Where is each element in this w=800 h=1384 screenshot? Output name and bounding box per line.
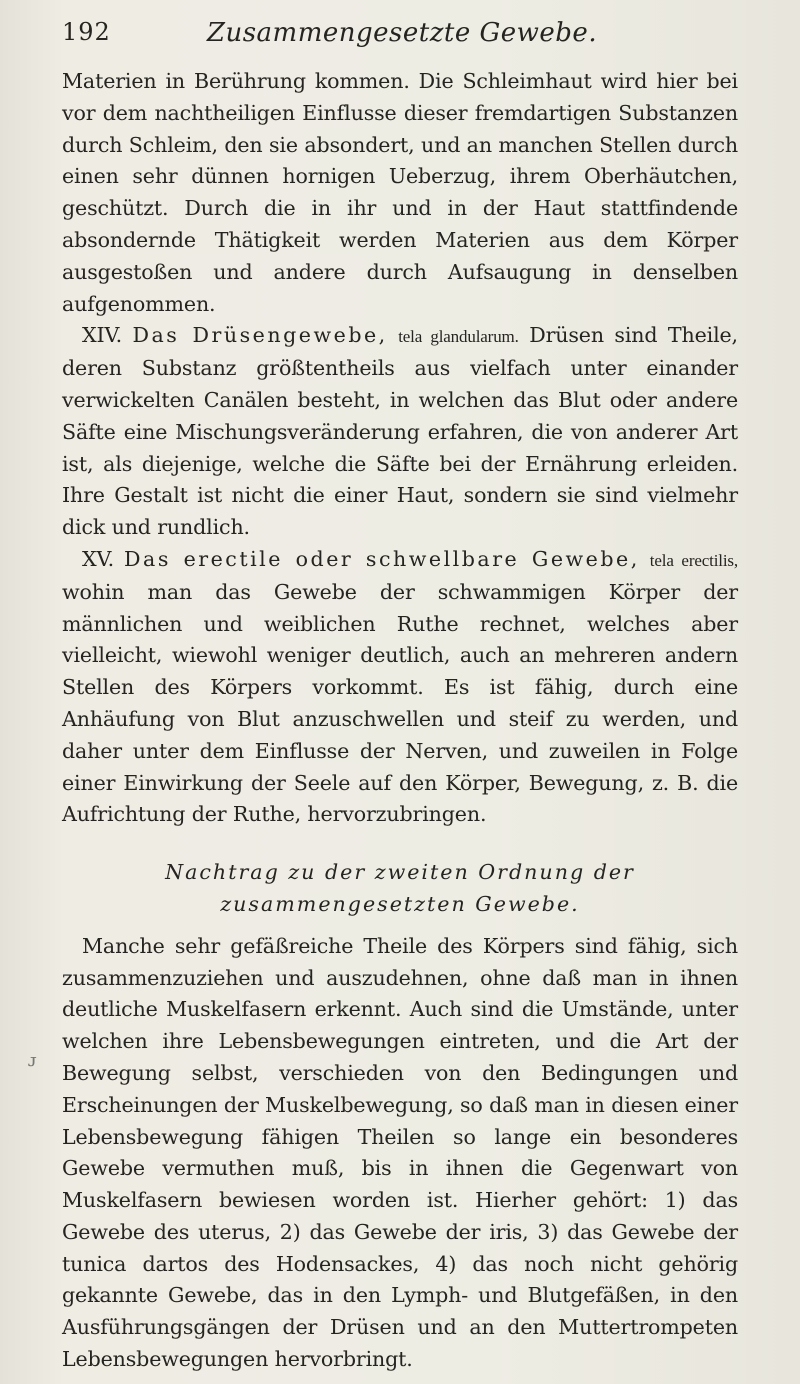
section-xv-latin: tela erectilis, bbox=[649, 550, 738, 570]
section-xv bbox=[62, 544, 738, 831]
appendix-text: Manche sehr gefäßreiche Theile des Körpers sind fähig, sich zusammenzuziehen und auszudehnen, ohne daß man in ihnen deutliche Muskelfasern erkennt. Auch sind die Umstände, unter welchen ihre Lebensbewegungen eintreten, und die Art der Bewegung selbst, verschieden von den Bedingungen und Erscheinungen der Muskelbewegung, so daß man in diesen einer Lebensbewegung fähigen Theilen so lange ein besonderes Gewebe vermuthen muß, bis in ihnen die Gegenwart von Muskelfasern bewiesen worden ist. Hierher gehört: 1) das Gewebe des uterus, 2) das Gewebe der iris, 3) das Gewebe der tunica dartos des Hodensackes, 4) das noch nicht gehörig gekannte Gewebe, das in den Lymph- und Blutgefäßen, in den Ausführungsgängen der Drüsen und an den Muttertrompeten Lebensbewegungen hervorbringt. bbox=[62, 933, 738, 1372]
section-xiv-title: Das Drüsengewebe, bbox=[132, 323, 388, 348]
appendix-heading: Nachtrag zu der zweiten Ordnung der zusammengesetzten Gewebe. bbox=[165, 860, 635, 916]
page-header bbox=[62, 18, 742, 58]
section-xiv-number: XIV. bbox=[82, 323, 123, 348]
section-xv-number: XV. bbox=[82, 546, 115, 571]
running-title: Zusammengesetzte Gewebe. bbox=[206, 18, 598, 48]
page-number: 192 bbox=[62, 18, 111, 46]
paragraph-intro: Materien in Berührung kommen. Die Schleimhaut wird hier bei vor dem nachtheiligen Einflusse dieser fremdartigen Substanzen durch Schleim, den sie absondert, und an manchen Stellen durch einen sehr dünnen hornigen Ueberzug, ihrem Oberhäutchen, geschützt. Durch die in ihr und in der Haut stattfindende absondernde Thätigkeit werden Materien aus dem Körper ausgestoßen und andere durch Aufsaugung in denselben aufgenommen. bbox=[62, 69, 738, 316]
margin-mark: ᴊ bbox=[28, 1050, 37, 1071]
section-xiv-latin: tela glandularum. bbox=[398, 327, 519, 347]
body-text bbox=[62, 66, 738, 1376]
section-xiv bbox=[62, 320, 738, 544]
section-xv-title: Das erectile oder schwellbare Gewebe, bbox=[124, 546, 640, 571]
section-xv-text: wohin man das Gewebe der schwammigen Körper der männlichen und weiblichen Ruthe rechnet, welches aber vielleicht, wiewohl weniger deutlich, auch an mehreren andern Stellen des Körpers vorkommt. Es ist fähig, durch eine Anhäufung von Blut anzuschwellen und steif zu werden, und daher unter dem Einflusse der Nerven, und zuweilen in Folge einer Einwirkung der Seele auf den Körper, Bewegung, z. B. die Aufrichtung der Ruthe, hervorzubringen. bbox=[62, 579, 738, 827]
section-xiv-text: Drüsen sind Theile, deren Substanz größtentheils aus vielfach unter einander verwickelten Canälen besteht, in welchen das Blut oder andere Säfte eine Mischungsveränderung erfahren, die von anderer Art ist, als diejenige, welche die Säfte bei der Ernährung erleiden. Ihre Gestalt ist nicht die einer Haut, sondern sie sind vielmehr dick und rundlich. bbox=[62, 323, 738, 540]
